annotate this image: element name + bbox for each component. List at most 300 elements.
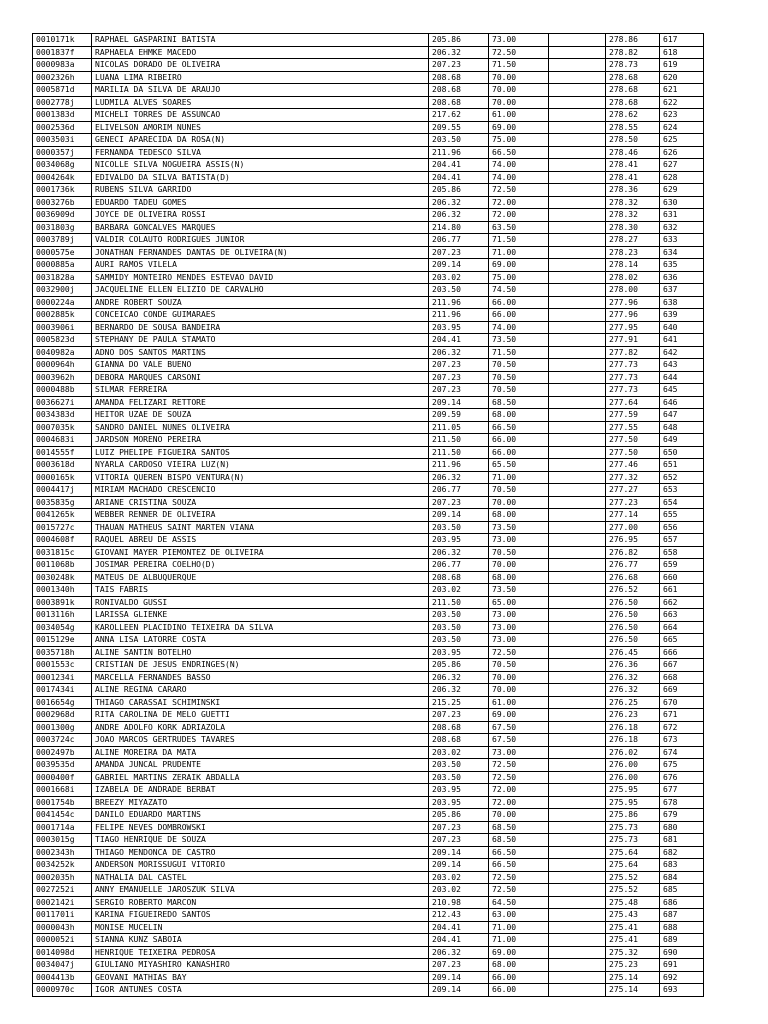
registration-id-cell: 0011701i	[33, 909, 92, 922]
candidate-name-cell: AMANDA FELIZARI RETTORE	[92, 396, 429, 409]
candidate-name-cell: THIAGO CARASSAI SCHIMINSKI	[92, 696, 429, 709]
score-a-cell: 208.68	[429, 84, 489, 97]
blank-cell	[549, 284, 606, 297]
total-score-cell: 278.36	[606, 184, 660, 197]
score-b-cell: 73.00	[489, 34, 549, 47]
blank-cell	[549, 109, 606, 122]
candidate-name-cell: ADNO DOS SANTOS MARTINS	[92, 346, 429, 359]
candidate-name-cell: RUBENS SILVA GARRIDO	[92, 184, 429, 197]
table-row	[33, 821, 704, 834]
table-row	[33, 571, 704, 584]
table-row	[33, 396, 704, 409]
registration-id-cell: 0003618d	[33, 459, 92, 472]
score-a-cell: 203.50	[429, 759, 489, 772]
total-score-cell: 275.41	[606, 934, 660, 947]
total-score-cell: 276.68	[606, 571, 660, 584]
score-b-cell: 61.00	[489, 696, 549, 709]
blank-cell	[549, 946, 606, 959]
rank-cell: 663	[660, 609, 704, 622]
blank-cell	[549, 346, 606, 359]
total-score-cell: 278.50	[606, 134, 660, 147]
blank-cell	[549, 721, 606, 734]
blank-cell	[549, 546, 606, 559]
rank-cell: 623	[660, 109, 704, 122]
registration-id-cell: 0001714a	[33, 821, 92, 834]
score-b-cell: 71.00	[489, 471, 549, 484]
total-score-cell: 277.82	[606, 346, 660, 359]
table-row	[33, 296, 704, 309]
blank-cell	[549, 734, 606, 747]
total-score-cell: 275.48	[606, 896, 660, 909]
blank-cell	[549, 271, 606, 284]
total-score-cell: 276.50	[606, 609, 660, 622]
total-score-cell: 277.14	[606, 509, 660, 522]
registration-id-cell: 0039535d	[33, 759, 92, 772]
score-b-cell: 68.50	[489, 821, 549, 834]
score-b-cell: 72.50	[489, 884, 549, 897]
registration-id-cell: 0002035h	[33, 871, 92, 884]
total-score-cell: 277.95	[606, 321, 660, 334]
candidate-name-cell: CRISTIAN DE JESUS ENDRINGES(N)	[92, 659, 429, 672]
total-score-cell: 275.95	[606, 796, 660, 809]
score-a-cell: 209.14	[429, 846, 489, 859]
rank-cell: 642	[660, 346, 704, 359]
score-a-cell: 208.68	[429, 71, 489, 84]
score-b-cell: 74.00	[489, 159, 549, 172]
table-row	[33, 834, 704, 847]
score-b-cell: 69.00	[489, 946, 549, 959]
score-a-cell: 206.32	[429, 671, 489, 684]
registration-id-cell: 0034068g	[33, 159, 92, 172]
registration-id-cell: 0035835g	[33, 496, 92, 509]
registration-id-cell: 0000983a	[33, 59, 92, 72]
blank-cell	[549, 484, 606, 497]
total-score-cell: 277.00	[606, 521, 660, 534]
table-row	[33, 121, 704, 134]
blank-cell	[549, 796, 606, 809]
blank-cell	[549, 234, 606, 247]
registration-id-cell: 0000400f	[33, 771, 92, 784]
table-row	[33, 671, 704, 684]
score-b-cell: 75.00	[489, 271, 549, 284]
table-row	[33, 896, 704, 909]
registration-id-cell: 0027252i	[33, 884, 92, 897]
candidate-name-cell: FERNANDA TEDESCO SILVA	[92, 146, 429, 159]
blank-cell	[549, 184, 606, 197]
score-a-cell: 209.14	[429, 396, 489, 409]
rank-cell: 674	[660, 746, 704, 759]
rank-cell: 691	[660, 959, 704, 972]
registration-id-cell: 0000224a	[33, 296, 92, 309]
candidate-name-cell: VITORIA QUEREN BISPO VENTURA(N)	[92, 471, 429, 484]
candidate-name-cell: STEPHANY DE PAULA STAMATO	[92, 334, 429, 347]
registration-id-cell: 0001340h	[33, 584, 92, 597]
registration-id-cell: 0002536d	[33, 121, 92, 134]
candidate-name-cell: AURI RAMOS VILELA	[92, 259, 429, 272]
table-row	[33, 384, 704, 397]
score-b-cell: 72.00	[489, 209, 549, 222]
score-b-cell: 74.00	[489, 171, 549, 184]
blank-cell	[549, 846, 606, 859]
score-b-cell: 73.00	[489, 621, 549, 634]
table-row	[33, 746, 704, 759]
registration-id-cell: 0004608f	[33, 534, 92, 547]
candidate-name-cell: GABRIEL MARTINS ZERAIK ABDALLA	[92, 771, 429, 784]
score-b-cell: 72.50	[489, 871, 549, 884]
candidate-name-cell: IGOR ANTUNES COSTA	[92, 984, 429, 997]
total-score-cell: 277.50	[606, 434, 660, 447]
blank-cell	[549, 971, 606, 984]
registration-id-cell: 0003503i	[33, 134, 92, 147]
blank-cell	[549, 884, 606, 897]
score-b-cell: 72.50	[489, 46, 549, 59]
table-row	[33, 146, 704, 159]
table-row	[33, 71, 704, 84]
score-a-cell: 207.23	[429, 821, 489, 834]
score-a-cell: 215.25	[429, 696, 489, 709]
table-row	[33, 271, 704, 284]
results-table	[32, 33, 704, 997]
candidate-name-cell: ANDRE ROBERT SOUZA	[92, 296, 429, 309]
score-a-cell: 209.14	[429, 859, 489, 872]
table-row	[33, 721, 704, 734]
candidate-name-cell: ELIVELSON AMORIM NUNES	[92, 121, 429, 134]
registration-id-cell: 0003276b	[33, 196, 92, 209]
total-score-cell: 278.14	[606, 259, 660, 272]
score-b-cell: 70.00	[489, 496, 549, 509]
score-b-cell: 66.00	[489, 446, 549, 459]
score-b-cell: 70.50	[489, 371, 549, 384]
rank-cell: 668	[660, 671, 704, 684]
score-a-cell: 206.32	[429, 546, 489, 559]
score-a-cell: 211.96	[429, 309, 489, 322]
table-row	[33, 321, 704, 334]
total-score-cell: 278.27	[606, 234, 660, 247]
score-b-cell: 70.00	[489, 684, 549, 697]
rank-cell: 666	[660, 646, 704, 659]
rank-cell: 692	[660, 971, 704, 984]
total-score-cell: 278.32	[606, 209, 660, 222]
table-row	[33, 809, 704, 822]
blank-cell	[549, 321, 606, 334]
rank-cell: 648	[660, 421, 704, 434]
rank-cell: 682	[660, 846, 704, 859]
blank-cell	[549, 571, 606, 584]
rank-cell: 664	[660, 621, 704, 634]
candidate-name-cell: ALINE MOREIRA DA MATA	[92, 746, 429, 759]
registration-id-cell: 0032900j	[33, 284, 92, 297]
score-b-cell: 64.50	[489, 896, 549, 909]
score-a-cell: 208.68	[429, 571, 489, 584]
registration-id-cell: 0002885k	[33, 309, 92, 322]
rank-cell: 625	[660, 134, 704, 147]
blank-cell	[549, 646, 606, 659]
blank-cell	[549, 896, 606, 909]
score-b-cell: 68.00	[489, 509, 549, 522]
score-b-cell: 71.50	[489, 346, 549, 359]
score-b-cell: 70.00	[489, 84, 549, 97]
rank-cell: 658	[660, 546, 704, 559]
registration-id-cell: 0036909d	[33, 209, 92, 222]
rank-cell: 619	[660, 59, 704, 72]
score-b-cell: 66.00	[489, 309, 549, 322]
score-a-cell: 203.50	[429, 771, 489, 784]
score-a-cell: 209.14	[429, 971, 489, 984]
rank-cell: 675	[660, 759, 704, 772]
score-a-cell: 209.14	[429, 509, 489, 522]
registration-id-cell: 0003015g	[33, 834, 92, 847]
score-b-cell: 73.50	[489, 584, 549, 597]
candidate-name-cell: EDUARDO TADEU GOMES	[92, 196, 429, 209]
rank-cell: 677	[660, 784, 704, 797]
table-row	[33, 984, 704, 997]
blank-cell	[549, 159, 606, 172]
candidate-name-cell: GIULIANO MIYASHIRO KANASHIRO	[92, 959, 429, 972]
table-row	[33, 784, 704, 797]
total-score-cell: 275.64	[606, 859, 660, 872]
table-row	[33, 584, 704, 597]
total-score-cell: 276.18	[606, 721, 660, 734]
score-a-cell: 209.14	[429, 259, 489, 272]
rank-cell: 673	[660, 734, 704, 747]
rank-cell: 621	[660, 84, 704, 97]
rank-cell: 665	[660, 634, 704, 647]
rank-cell: 652	[660, 471, 704, 484]
table-row	[33, 46, 704, 59]
score-b-cell: 71.50	[489, 59, 549, 72]
score-b-cell: 70.50	[489, 546, 549, 559]
score-a-cell: 206.32	[429, 471, 489, 484]
score-b-cell: 66.00	[489, 971, 549, 984]
score-a-cell: 214.80	[429, 221, 489, 234]
table-row	[33, 596, 704, 609]
blank-cell	[549, 584, 606, 597]
total-score-cell: 277.73	[606, 371, 660, 384]
total-score-cell: 278.62	[606, 109, 660, 122]
table-row	[33, 421, 704, 434]
rank-cell: 676	[660, 771, 704, 784]
table-row	[33, 959, 704, 972]
blank-cell	[549, 684, 606, 697]
table-row	[33, 234, 704, 247]
table-row	[33, 196, 704, 209]
rank-cell: 683	[660, 859, 704, 872]
registration-id-cell: 0031828a	[33, 271, 92, 284]
registration-id-cell: 0036627i	[33, 396, 92, 409]
table-row	[33, 509, 704, 522]
blank-cell	[549, 859, 606, 872]
blank-cell	[549, 621, 606, 634]
score-a-cell: 211.50	[429, 446, 489, 459]
registration-id-cell: 0001553c	[33, 659, 92, 672]
score-b-cell: 69.00	[489, 121, 549, 134]
total-score-cell: 277.50	[606, 446, 660, 459]
score-b-cell: 69.00	[489, 259, 549, 272]
blank-cell	[549, 509, 606, 522]
score-b-cell: 72.50	[489, 184, 549, 197]
candidate-name-cell: SERGIO ROBERTO MARCON	[92, 896, 429, 909]
rank-cell: 631	[660, 209, 704, 222]
registration-id-cell: 0007035k	[33, 421, 92, 434]
table-row	[33, 734, 704, 747]
blank-cell	[549, 821, 606, 834]
score-b-cell: 67.50	[489, 721, 549, 734]
total-score-cell: 277.23	[606, 496, 660, 509]
rank-cell: 629	[660, 184, 704, 197]
candidate-name-cell: RAQUEL ABREU DE ASSIS	[92, 534, 429, 547]
blank-cell	[549, 384, 606, 397]
table-row	[33, 771, 704, 784]
table-row	[33, 871, 704, 884]
score-b-cell: 71.00	[489, 921, 549, 934]
blank-cell	[549, 209, 606, 222]
total-score-cell: 276.95	[606, 534, 660, 547]
score-a-cell: 203.95	[429, 646, 489, 659]
total-score-cell: 275.73	[606, 821, 660, 834]
total-score-cell: 277.46	[606, 459, 660, 472]
registration-id-cell: 0040982a	[33, 346, 92, 359]
table-row	[33, 696, 704, 709]
registration-id-cell: 0003962h	[33, 371, 92, 384]
total-score-cell: 275.14	[606, 971, 660, 984]
registration-id-cell: 0003724c	[33, 734, 92, 747]
score-a-cell: 207.23	[429, 371, 489, 384]
table-row	[33, 159, 704, 172]
score-a-cell: 206.77	[429, 234, 489, 247]
blank-cell	[549, 296, 606, 309]
rank-cell: 657	[660, 534, 704, 547]
score-a-cell: 203.02	[429, 871, 489, 884]
candidate-name-cell: KARINA FIGUEIREDO SANTOS	[92, 909, 429, 922]
registration-id-cell: 0031803g	[33, 221, 92, 234]
total-score-cell: 276.23	[606, 709, 660, 722]
score-a-cell: 203.50	[429, 609, 489, 622]
score-b-cell: 61.00	[489, 109, 549, 122]
total-score-cell: 276.50	[606, 621, 660, 634]
table-row	[33, 471, 704, 484]
registration-id-cell: 0001383d	[33, 109, 92, 122]
rank-cell: 644	[660, 371, 704, 384]
blank-cell	[549, 834, 606, 847]
table-row	[33, 496, 704, 509]
total-score-cell: 275.52	[606, 871, 660, 884]
registration-id-cell: 0010171k	[33, 34, 92, 47]
blank-cell	[549, 471, 606, 484]
blank-cell	[549, 709, 606, 722]
table-row	[33, 659, 704, 672]
score-b-cell: 72.50	[489, 771, 549, 784]
score-a-cell: 208.68	[429, 721, 489, 734]
rank-cell: 685	[660, 884, 704, 897]
score-a-cell: 205.86	[429, 659, 489, 672]
rank-cell: 690	[660, 946, 704, 959]
registration-id-cell: 0000165k	[33, 471, 92, 484]
table-row	[33, 334, 704, 347]
total-score-cell: 275.32	[606, 946, 660, 959]
blank-cell	[549, 934, 606, 947]
candidate-name-cell: TAIS FABRIS	[92, 584, 429, 597]
registration-id-cell: 0041454c	[33, 809, 92, 822]
registration-id-cell: 0035718h	[33, 646, 92, 659]
score-a-cell: 204.41	[429, 159, 489, 172]
table-row	[33, 459, 704, 472]
rank-cell: 654	[660, 496, 704, 509]
registration-id-cell: 0014098d	[33, 946, 92, 959]
candidate-name-cell: AMANDA JUNCAL PRUDENTE	[92, 759, 429, 772]
candidate-name-cell: LUIZ PHELIPE FIGUEIRA SANTOS	[92, 446, 429, 459]
score-a-cell: 203.02	[429, 746, 489, 759]
registration-id-cell: 0015727c	[33, 521, 92, 534]
candidate-name-cell: KAROLLEEN PLACIDINO TEIXEIRA DA SILVA	[92, 621, 429, 634]
score-b-cell: 75.00	[489, 134, 549, 147]
candidate-name-cell: MONISE MUCELIN	[92, 921, 429, 934]
score-a-cell: 203.95	[429, 321, 489, 334]
score-b-cell: 67.50	[489, 734, 549, 747]
total-score-cell: 276.00	[606, 759, 660, 772]
table-row	[33, 59, 704, 72]
total-score-cell: 278.68	[606, 84, 660, 97]
total-score-cell: 277.73	[606, 384, 660, 397]
total-score-cell: 276.52	[606, 584, 660, 597]
rank-cell: 659	[660, 559, 704, 572]
score-a-cell: 207.23	[429, 246, 489, 259]
candidate-name-cell: FELIPE NEVES DOMBROWSKI	[92, 821, 429, 834]
registration-id-cell: 0000964h	[33, 359, 92, 372]
score-a-cell: 205.86	[429, 34, 489, 47]
registration-id-cell: 0011068b	[33, 559, 92, 572]
registration-id-cell: 0002326h	[33, 71, 92, 84]
score-b-cell: 71.50	[489, 234, 549, 247]
score-a-cell: 206.32	[429, 346, 489, 359]
table-row	[33, 684, 704, 697]
score-a-cell: 206.32	[429, 196, 489, 209]
table-row	[33, 921, 704, 934]
total-score-cell: 276.02	[606, 746, 660, 759]
blank-cell	[549, 909, 606, 922]
score-a-cell: 211.96	[429, 146, 489, 159]
rank-cell: 681	[660, 834, 704, 847]
registration-id-cell: 0004417j	[33, 484, 92, 497]
table-row	[33, 309, 704, 322]
candidate-name-cell: JACQUELINE ELLEN ELIZIO DE CARVALHO	[92, 284, 429, 297]
score-b-cell: 73.00	[489, 534, 549, 547]
total-score-cell: 277.96	[606, 309, 660, 322]
rank-cell: 617	[660, 34, 704, 47]
candidate-name-cell: WEBBER RENNER DE OLIVEIRA	[92, 509, 429, 522]
table-row	[33, 209, 704, 222]
score-b-cell: 72.00	[489, 196, 549, 209]
candidate-name-cell: DEBORA MARQUES CARSONI	[92, 371, 429, 384]
registration-id-cell: 0003891k	[33, 596, 92, 609]
total-score-cell: 276.32	[606, 684, 660, 697]
score-a-cell: 207.23	[429, 496, 489, 509]
rank-cell: 641	[660, 334, 704, 347]
registration-id-cell: 0004264k	[33, 171, 92, 184]
score-b-cell: 74.50	[489, 284, 549, 297]
blank-cell	[549, 634, 606, 647]
registration-id-cell: 0000488b	[33, 384, 92, 397]
blank-cell	[549, 134, 606, 147]
table-row	[33, 84, 704, 97]
score-b-cell: 73.00	[489, 634, 549, 647]
total-score-cell: 277.59	[606, 409, 660, 422]
candidate-name-cell: BERNARDO DE SOUSA BANDEIRA	[92, 321, 429, 334]
table-row	[33, 946, 704, 959]
blank-cell	[549, 746, 606, 759]
rank-cell: 656	[660, 521, 704, 534]
candidate-name-cell: GENECI APARECIDA DA ROSA(N)	[92, 134, 429, 147]
score-a-cell: 206.77	[429, 559, 489, 572]
